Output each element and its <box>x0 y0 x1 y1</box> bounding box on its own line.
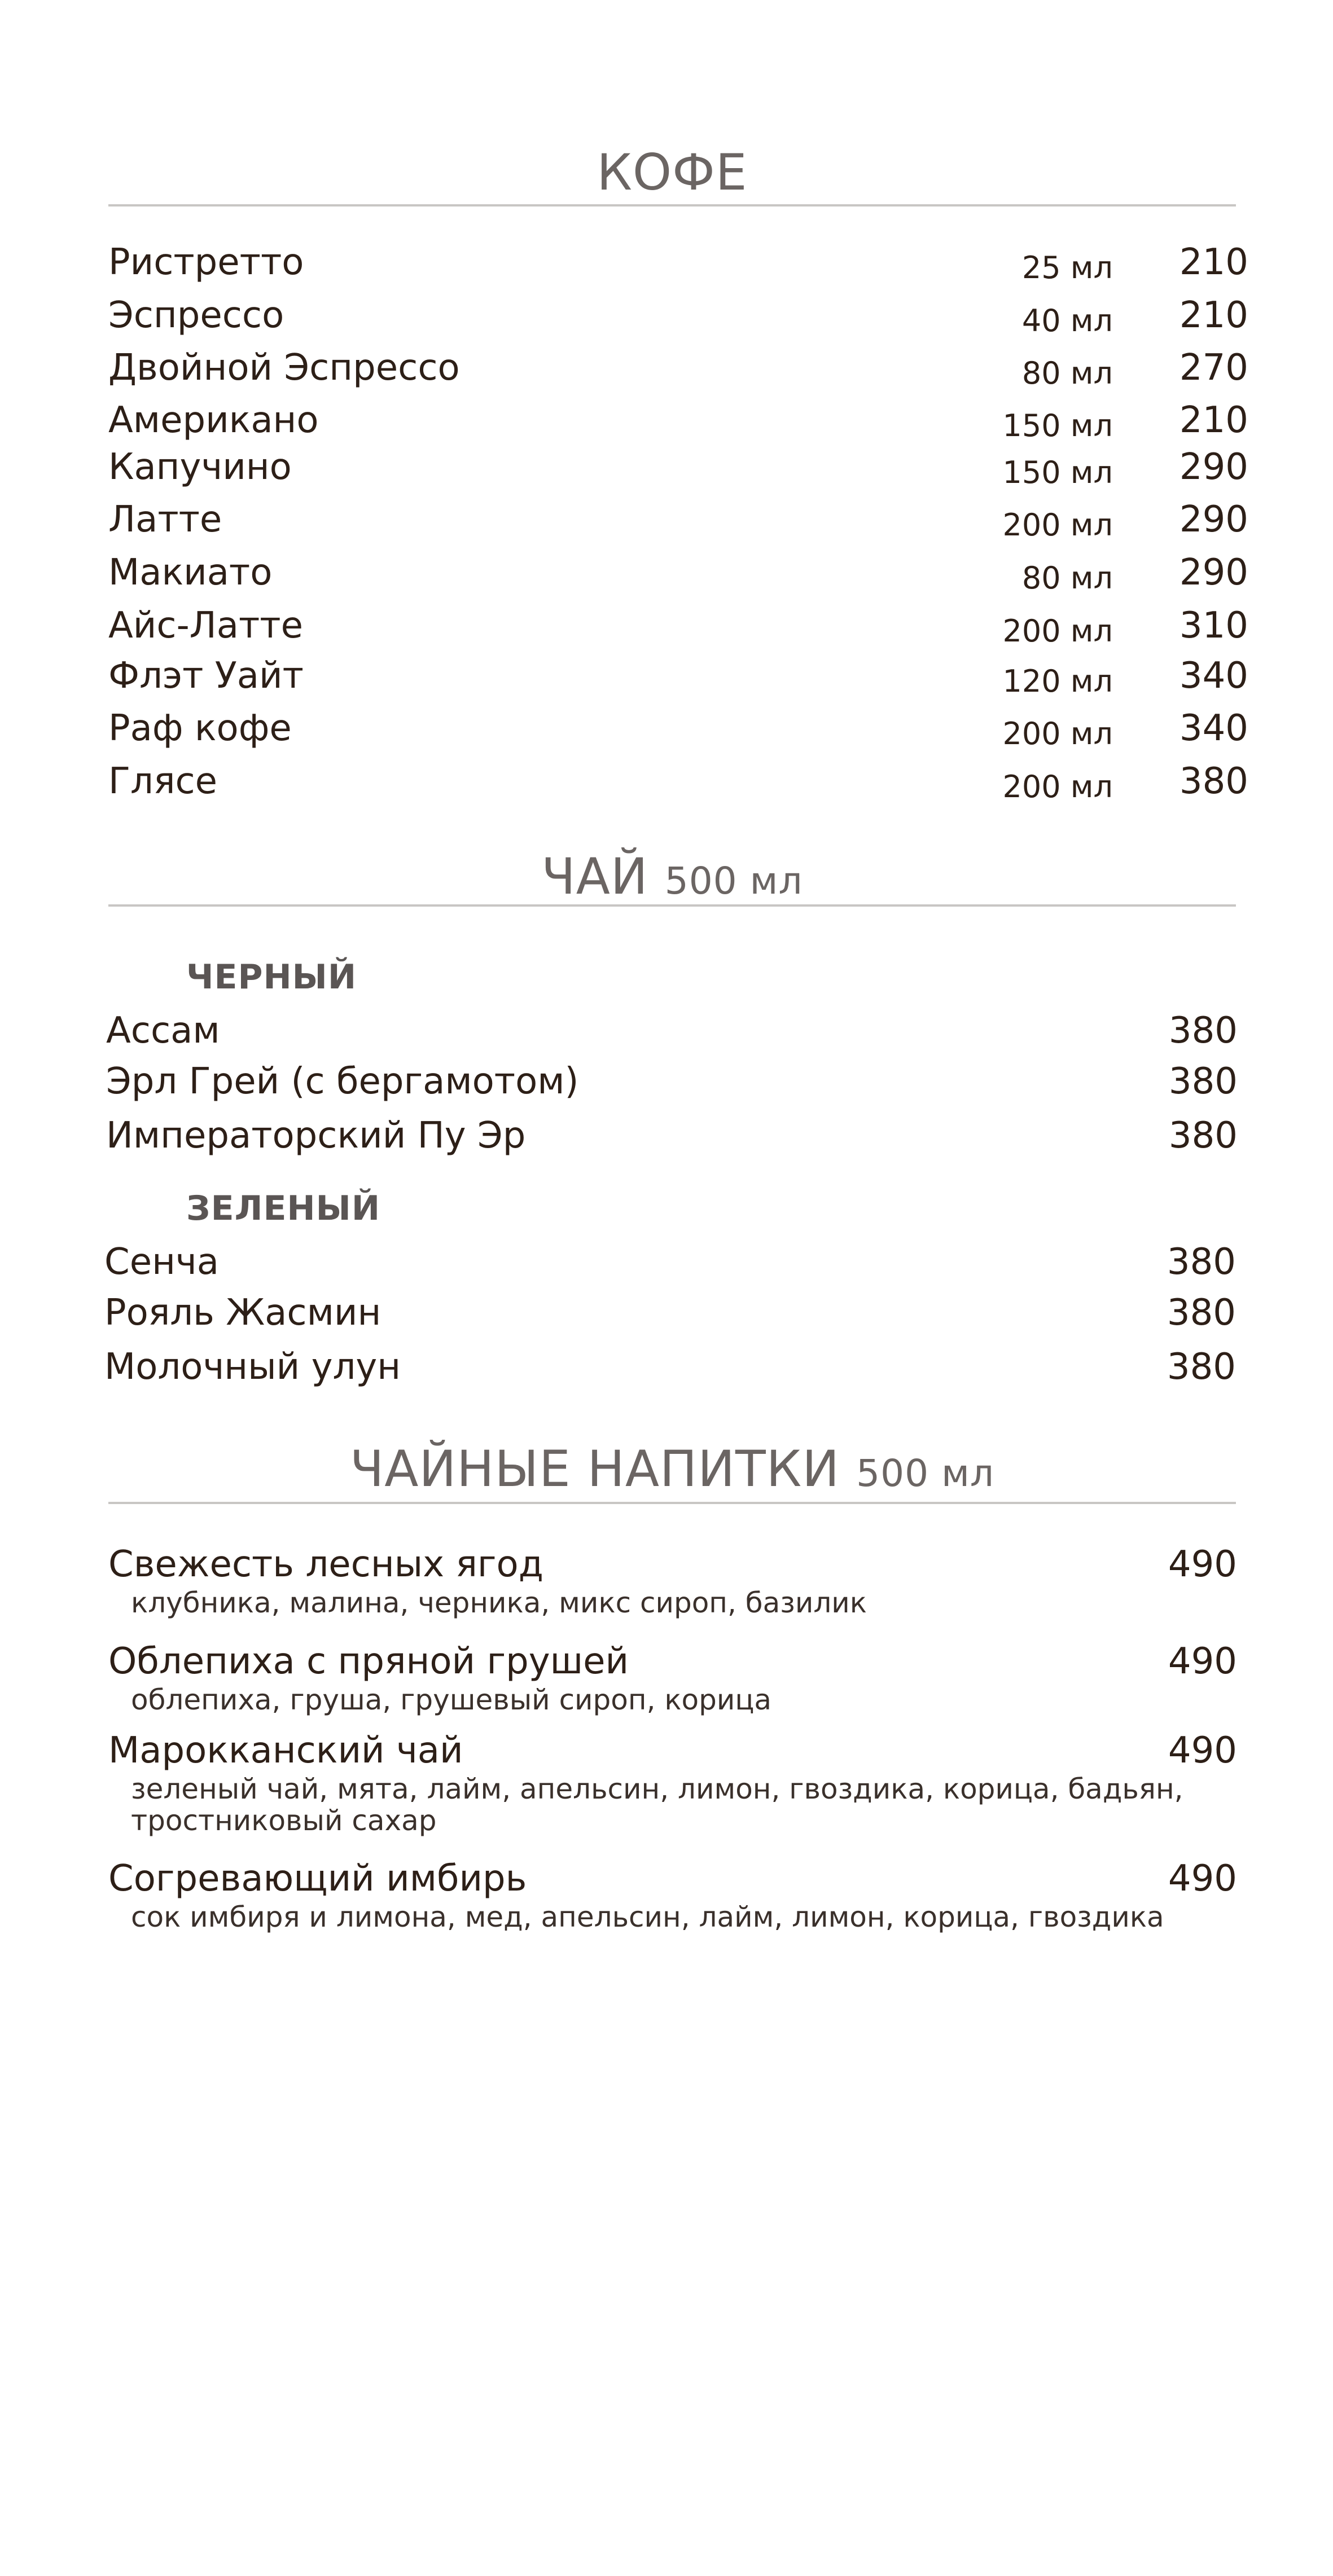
menu-row <box>106 1005 1238 1056</box>
item-price: 490 <box>1168 1858 1237 1900</box>
item-price: 210 <box>1179 399 1248 441</box>
item-price: 310 <box>1179 605 1248 647</box>
item-volume: 200 мл <box>1002 613 1113 649</box>
menu-row <box>106 1110 1238 1161</box>
menu-row <box>108 442 1248 493</box>
menu-item <box>108 1728 1237 1836</box>
item-name: Макиато <box>108 552 273 594</box>
tea-drinks-title-text: ЧАЙНЫЕ НАПИТКИ <box>349 1440 840 1498</box>
item-name: Раф кофе <box>108 707 292 749</box>
item-price: 380 <box>1179 761 1248 802</box>
menu-row <box>104 1237 1236 1287</box>
item-name: Молочный улун <box>104 1346 401 1388</box>
item-name: Марокканский чай <box>108 1730 463 1771</box>
menu-item <box>108 1542 1237 1619</box>
item-price: 290 <box>1179 552 1248 594</box>
item-volume: 80 мл <box>1021 560 1113 596</box>
menu-row <box>108 703 1248 754</box>
item-price: 490 <box>1168 1544 1237 1585</box>
item-description: облепиха, груша, грушевый сироп, корица <box>131 1683 772 1716</box>
green-tea-subtitle: ЗЕЛЕНЫЙ <box>186 1189 381 1228</box>
menu-row <box>104 1287 1236 1338</box>
item-description: клубника, малина, черника, микс сироп, базилик <box>131 1586 867 1619</box>
item-price: 380 <box>1168 1115 1238 1157</box>
menu-row <box>108 600 1248 651</box>
item-name: Айс-Латте <box>108 605 303 647</box>
item-price: 490 <box>1168 1641 1237 1682</box>
item-volume: 200 мл <box>1002 507 1113 543</box>
menu-row <box>108 342 1248 393</box>
item-name: Сенча <box>104 1241 219 1283</box>
item-price: 380 <box>1168 1010 1238 1052</box>
item-name: Свежесть лесных ягод <box>108 1544 543 1585</box>
item-volume: 200 мл <box>1002 716 1113 751</box>
item-description: зеленый чай, мята, лайм, апельсин, лимон, гвоздика, корица, бадьян, тростниковый сахар <box>131 1773 1183 1837</box>
item-name: Глясе <box>108 761 217 802</box>
item-name: Эспрессо <box>108 294 284 336</box>
item-price: 380 <box>1167 1241 1236 1283</box>
item-name: Латте <box>108 499 222 540</box>
item-volume: 150 мл <box>1002 408 1113 443</box>
item-name: Облепиха с пряной грушей <box>108 1641 629 1682</box>
item-volume: 25 мл <box>1021 250 1113 285</box>
menu-row <box>108 290 1248 341</box>
item-price: 380 <box>1167 1292 1236 1334</box>
item-name: Ристретто <box>108 241 304 283</box>
menu-row <box>108 494 1248 545</box>
item-volume: 40 мл <box>1021 303 1113 339</box>
item-name: Императорский Пу Эр <box>106 1115 526 1157</box>
black-tea-subtitle: ЧЕРНЫЙ <box>186 957 357 997</box>
item-description: сок имбиря и лимона, мед, апельсин, лайм, лимон, корица, гвоздика <box>131 1901 1164 1933</box>
item-volume: 120 мл <box>1002 663 1113 699</box>
item-price: 210 <box>1179 241 1248 283</box>
menu-row <box>106 1056 1238 1107</box>
menu-row <box>108 756 1248 807</box>
tea-drinks-section-title <box>108 1440 1236 1498</box>
coffee-divider <box>108 204 1236 206</box>
item-volume: 200 мл <box>1002 769 1113 805</box>
menu-item <box>108 1639 1237 1716</box>
tea-drinks-divider <box>108 1502 1236 1504</box>
item-volume: 80 мл <box>1021 355 1113 391</box>
item-price: 210 <box>1179 294 1248 336</box>
menu-row <box>104 1342 1236 1392</box>
tea-section-title <box>108 847 1236 905</box>
item-price: 290 <box>1179 446 1248 488</box>
tea-divider <box>108 904 1236 907</box>
item-volume: 150 мл <box>1002 455 1113 490</box>
coffee-section-title <box>108 143 1236 201</box>
item-price: 340 <box>1179 655 1248 697</box>
tea-title-text: ЧАЙ <box>541 847 648 905</box>
item-price: 490 <box>1168 1730 1237 1771</box>
menu-item <box>108 1856 1237 1933</box>
item-name: Двойной Эспрессо <box>108 347 460 389</box>
item-name: Эрл Грей (с бергамотом) <box>106 1061 579 1102</box>
item-name: Флэт Уайт <box>108 655 304 697</box>
item-price: 380 <box>1167 1346 1236 1388</box>
item-name: Американо <box>108 399 319 441</box>
item-name: Рояль Жасмин <box>104 1292 382 1334</box>
tea-title-unit: 500 мл <box>664 859 803 903</box>
menu-row <box>108 547 1248 598</box>
coffee-title-text: КОФЕ <box>597 143 748 201</box>
item-price: 340 <box>1179 707 1248 749</box>
menu-row <box>108 650 1248 701</box>
menu-row <box>108 395 1248 446</box>
item-name: Ассам <box>106 1010 220 1052</box>
item-price: 270 <box>1179 347 1248 389</box>
menu-row <box>108 237 1248 288</box>
item-price: 290 <box>1179 499 1248 540</box>
item-name: Капучино <box>108 446 292 488</box>
tea-drinks-title-unit: 500 мл <box>856 1452 995 1495</box>
item-price: 380 <box>1168 1061 1238 1102</box>
item-name: Согревающий имбирь <box>108 1858 527 1900</box>
